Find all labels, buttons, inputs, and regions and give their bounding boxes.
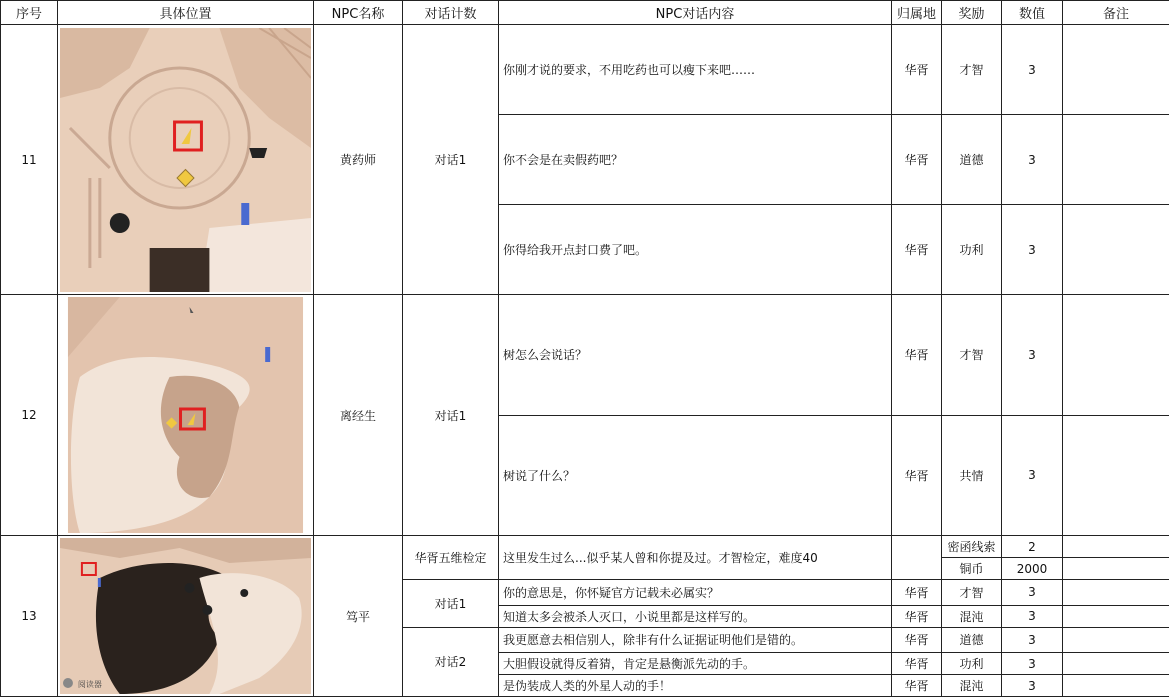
dialog-note bbox=[1063, 605, 1169, 627]
dialog-place: 华胥 bbox=[892, 580, 942, 606]
dialog-text: 你的意思是，你怀疑官方记载未必属实？ bbox=[499, 580, 892, 606]
header-value: 数值 bbox=[1002, 1, 1063, 25]
row-index: 13 bbox=[1, 536, 58, 697]
check-text: 这里发生过么...似乎某人曾和你提及过。才智检定，难度40 bbox=[499, 536, 892, 580]
dialog-value: 3 bbox=[1002, 653, 1063, 675]
check-reward: 铜币 bbox=[942, 558, 1002, 580]
map-image[interactable] bbox=[60, 297, 311, 533]
dialog-count: 对话1 bbox=[403, 580, 499, 628]
dialog-place: 华胥 bbox=[892, 605, 942, 627]
dialog-note bbox=[1063, 580, 1169, 606]
dialog-text: 我更愿意去相信别人，除非有什么证据证明他们是错的。 bbox=[499, 627, 892, 653]
header-reward: 奖励 bbox=[942, 1, 1002, 25]
dialog-value: 3 bbox=[1002, 115, 1063, 205]
dialog-text: 知道太多会被杀人灭口，小说里都是这样写的。 bbox=[499, 605, 892, 627]
dialog-text: 树说了什么？ bbox=[499, 415, 892, 536]
dialog-place: 华胥 bbox=[892, 295, 942, 416]
header-content: NPC对话内容 bbox=[499, 1, 892, 25]
dialog-note bbox=[1063, 295, 1169, 416]
dialog-text: 是伪装成人类的外星人动的手！ bbox=[499, 675, 892, 697]
map-cell bbox=[58, 295, 314, 536]
dialog-value: 3 bbox=[1002, 580, 1063, 606]
map-watermark: 阅读器 bbox=[78, 679, 102, 689]
dialog-text: 你不会是在卖假药吧？ bbox=[499, 115, 892, 205]
map-cell bbox=[58, 25, 314, 295]
dialog-place: 华胥 bbox=[892, 25, 942, 115]
check-label: 华胥五维检定 bbox=[403, 536, 499, 580]
header-count: 对话计数 bbox=[403, 1, 499, 25]
map-image[interactable] bbox=[60, 538, 311, 694]
dialog-value: 3 bbox=[1002, 25, 1063, 115]
dialog-note bbox=[1063, 536, 1169, 558]
dialog-reward: 才智 bbox=[942, 295, 1002, 416]
dialog-note bbox=[1063, 25, 1169, 115]
dialog-note bbox=[1063, 627, 1169, 653]
row-index: 11 bbox=[1, 25, 58, 295]
check-reward: 密函线索 bbox=[942, 536, 1002, 558]
dialog-reward: 混沌 bbox=[942, 675, 1002, 697]
dialog-value: 3 bbox=[1002, 295, 1063, 416]
dialog-note bbox=[1063, 205, 1169, 295]
dialog-value: 3 bbox=[1002, 627, 1063, 653]
dialog-place: 华胥 bbox=[892, 415, 942, 536]
dialog-reward: 共情 bbox=[942, 415, 1002, 536]
header-npc: NPC名称 bbox=[314, 1, 403, 25]
check-value: 2 bbox=[1002, 536, 1063, 558]
dialog-text: 你刚才说的要求，不用吃药也可以瘦下来吧…… bbox=[499, 25, 892, 115]
header-index: 序号 bbox=[1, 1, 58, 25]
header-location: 具体位置 bbox=[58, 1, 314, 25]
header-row bbox=[1, 1, 1169, 25]
dialog-note bbox=[1063, 558, 1169, 580]
dialog-reward: 混沌 bbox=[942, 605, 1002, 627]
row-index: 12 bbox=[1, 295, 58, 536]
npc-name: 黄药师 bbox=[314, 25, 403, 295]
header-note: 备注 bbox=[1063, 1, 1169, 25]
dialog-note bbox=[1063, 675, 1169, 697]
dialog-value: 3 bbox=[1002, 205, 1063, 295]
dialog-place: 华胥 bbox=[892, 675, 942, 697]
npc-name: 笃平 bbox=[314, 536, 403, 697]
dialog-count: 对话1 bbox=[403, 25, 499, 295]
dialog-place: 华胥 bbox=[892, 115, 942, 205]
check-value: 2000 bbox=[1002, 558, 1063, 580]
dialog-note bbox=[1063, 415, 1169, 536]
map-cell bbox=[58, 536, 314, 697]
npc-name: 离经生 bbox=[314, 295, 403, 536]
dialog-place: 华胥 bbox=[892, 653, 942, 675]
check-place bbox=[892, 536, 942, 580]
table-row bbox=[1, 25, 1169, 115]
dialog-text: 你得给我开点封口费了吧。 bbox=[499, 205, 892, 295]
dialog-place: 华胥 bbox=[892, 627, 942, 653]
dialog-reward: 功利 bbox=[942, 205, 1002, 295]
dialog-value: 3 bbox=[1002, 675, 1063, 697]
table-row bbox=[1, 536, 1169, 558]
dialog-place: 华胥 bbox=[892, 205, 942, 295]
dialog-reward: 道德 bbox=[942, 115, 1002, 205]
dialog-reward: 功利 bbox=[942, 653, 1002, 675]
dialog-note bbox=[1063, 653, 1169, 675]
dialog-text: 大胆假设就得反着猜，肯定是悬衡派先动的手。 bbox=[499, 653, 892, 675]
dialog-value: 3 bbox=[1002, 605, 1063, 627]
dialog-reward: 才智 bbox=[942, 580, 1002, 606]
dialog-reward: 道德 bbox=[942, 627, 1002, 653]
map-image[interactable] bbox=[60, 28, 311, 292]
dialog-text: 树怎么会说话？ bbox=[499, 295, 892, 416]
header-place: 归属地 bbox=[892, 1, 942, 25]
table-row bbox=[1, 295, 1169, 416]
dialog-value: 3 bbox=[1002, 415, 1063, 536]
dialog-count: 对话2 bbox=[403, 627, 499, 697]
dialog-reward: 才智 bbox=[942, 25, 1002, 115]
dialog-count: 对话1 bbox=[403, 295, 499, 536]
dialog-note bbox=[1063, 115, 1169, 205]
